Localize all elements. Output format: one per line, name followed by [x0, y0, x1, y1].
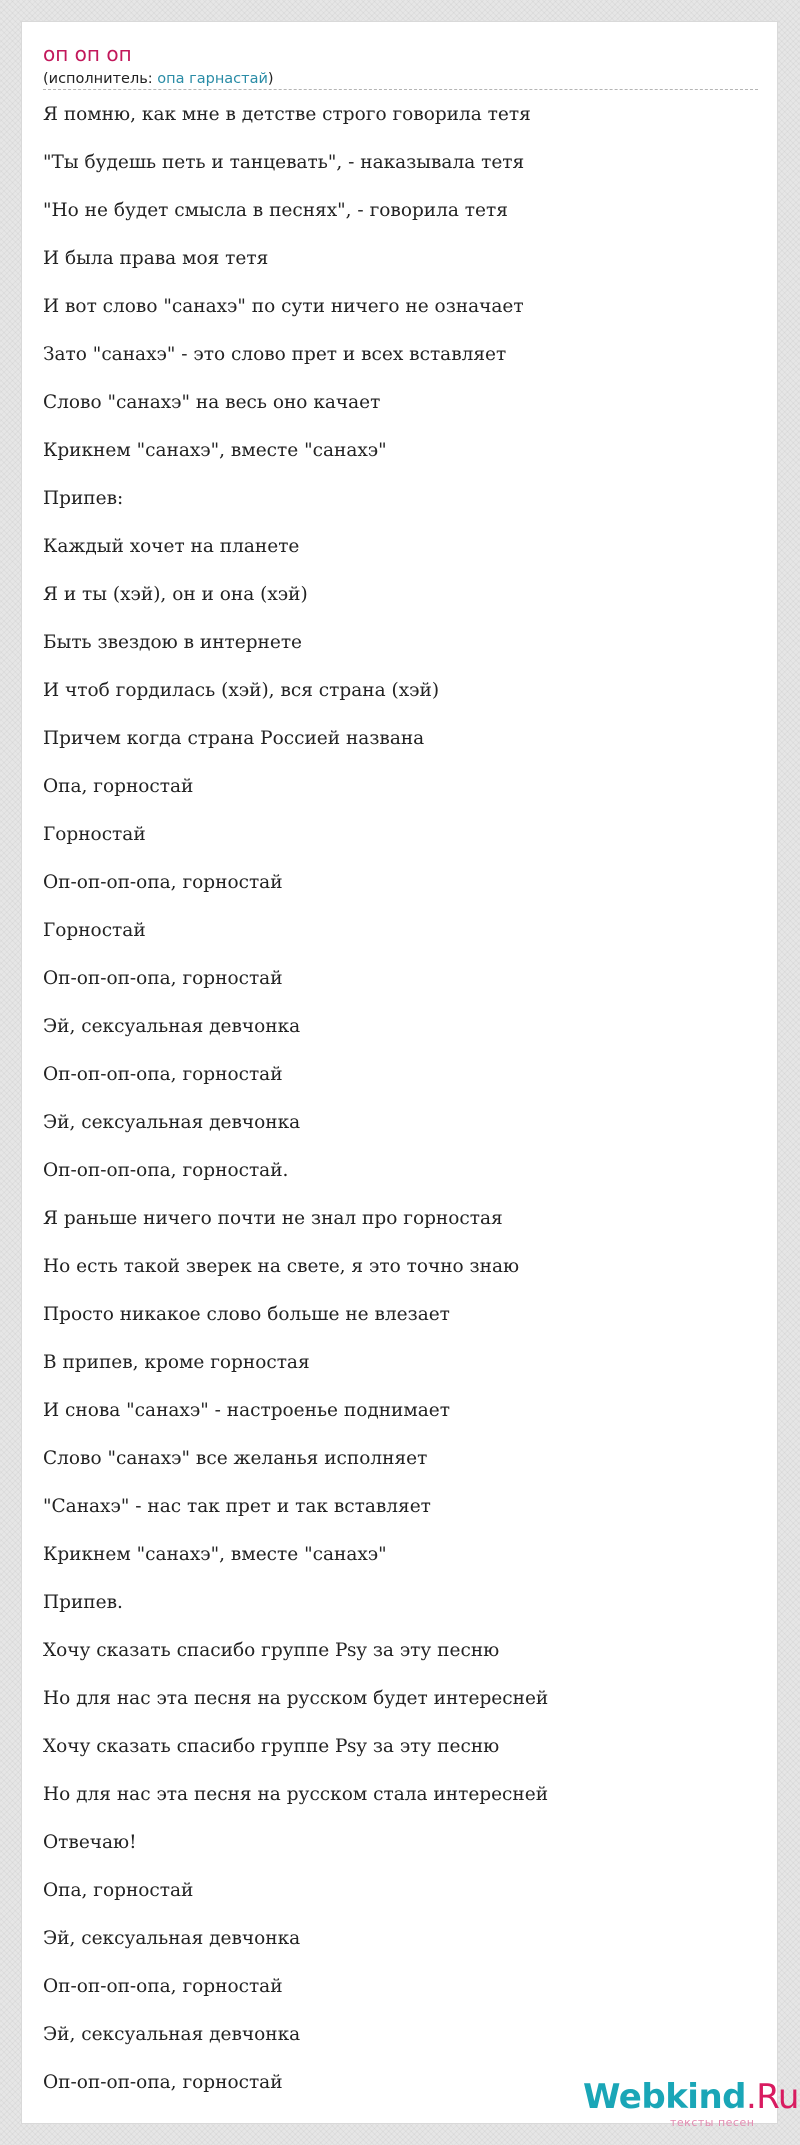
lyric-line: Эй, сексуальная девчонка	[43, 1112, 301, 1133]
lyric-line: Отвечаю!	[43, 1832, 137, 1853]
lyric-line: "Санахэ" - нас так прет и так вставляет	[43, 1496, 431, 1517]
lyric-line: Горностай	[43, 824, 146, 845]
header-divider	[43, 89, 758, 90]
lyric-line: "Но не будет смысла в песнях", - говорила тетя	[43, 200, 508, 221]
lyric-line: Слово "санахэ" на весь оно качает	[43, 392, 381, 413]
lyric-line: И снова "санахэ" - настроенье поднимает	[43, 1400, 450, 1421]
lyric-line: Оп-оп-оп-опа, горностай	[43, 2072, 283, 2093]
lyric-line: Оп-оп-оп-опа, горностай	[43, 1064, 283, 1085]
artist-prefix: (исполнитель:	[43, 71, 158, 87]
logo-word: Webkind	[583, 2077, 746, 2117]
lyric-line: В припев, кроме горностая	[43, 1352, 310, 1373]
lyric-line: Крикнем "санахэ", вместе "санахэ"	[43, 440, 387, 461]
lyric-line: Просто никакое слово больше не влезает	[43, 1304, 450, 1325]
song-title: оп оп оп	[43, 42, 132, 66]
lyric-line: Хочу сказать спасибо группе Psy за эту песню	[43, 1640, 500, 1661]
lyric-line: Оп-оп-оп-опа, горностай.	[43, 1160, 289, 1181]
lyric-line: И чтоб гордилась (хэй), вся страна (хэй)	[43, 680, 440, 701]
lyric-line: Я раньше ничего почти не знал про горностая	[43, 1208, 503, 1229]
artist-link[interactable]: опа гарнастай	[157, 71, 268, 87]
lyric-line: Слово "санахэ" все желанья исполняет	[43, 1448, 428, 1469]
lyric-line: Хочу сказать спасибо группе Psy за эту песню	[43, 1736, 500, 1757]
lyrics-text	[43, 103, 758, 2119]
artist-line	[43, 72, 274, 87]
logo-wordmark	[583, 2077, 799, 2117]
lyric-line: Быть звездою в интернете	[43, 632, 303, 653]
lyric-line: Но есть такой зверек на свете, я это точно знаю	[43, 1256, 520, 1277]
lyric-line: Я и ты (хэй), он и она (хэй)	[43, 584, 308, 605]
lyric-line: И была права моя тетя	[43, 248, 269, 269]
lyric-line: Каждый хочет на планете	[43, 536, 300, 557]
lyric-line: Опа, горностай	[43, 776, 194, 797]
webkind-logo[interactable]	[583, 2077, 799, 2130]
lyric-line: Причем когда страна Россией названа	[43, 728, 425, 749]
lyric-line: Крикнем "санахэ", вместе "санахэ"	[43, 1544, 387, 1565]
lyric-line: Но для нас эта песня на русском будет интересней	[43, 1688, 549, 1709]
lyric-line: Оп-оп-оп-опа, горностай	[43, 872, 283, 893]
lyric-line: Опа, горностай	[43, 1880, 194, 1901]
lyrics-card	[21, 21, 799, 2129]
lyric-line: Эй, сексуальная девчонка	[43, 2024, 301, 2045]
lyric-line: Я помню, как мне в детстве строго говорила тетя	[43, 104, 531, 125]
lyric-line: Эй, сексуальная девчонка	[43, 1016, 301, 1037]
logo-domain: .Ru	[746, 2077, 799, 2117]
artist-suffix: )	[267, 71, 274, 87]
lyric-line: Эй, сексуальная девчонка	[43, 1928, 301, 1949]
lyric-line: Горностай	[43, 920, 146, 941]
lyric-line: Но для нас эта песня на русском стала интересней	[43, 1784, 549, 1805]
lyric-line: И вот слово "санахэ" по сути ничего не означает	[43, 296, 524, 317]
lyric-line: Припев:	[43, 488, 124, 509]
lyric-line: Оп-оп-оп-опа, горностай	[43, 1976, 283, 1997]
logo-tagline: тексты песен	[670, 2116, 755, 2129]
lyric-line: "Ты будешь петь и танцевать", - наказывала тетя	[43, 152, 525, 173]
lyric-line: Зато "санахэ" - это слово прет и всех вставляет	[43, 344, 507, 365]
lyric-line: Припев.	[43, 1592, 123, 1613]
lyric-line: Оп-оп-оп-опа, горностай	[43, 968, 283, 989]
